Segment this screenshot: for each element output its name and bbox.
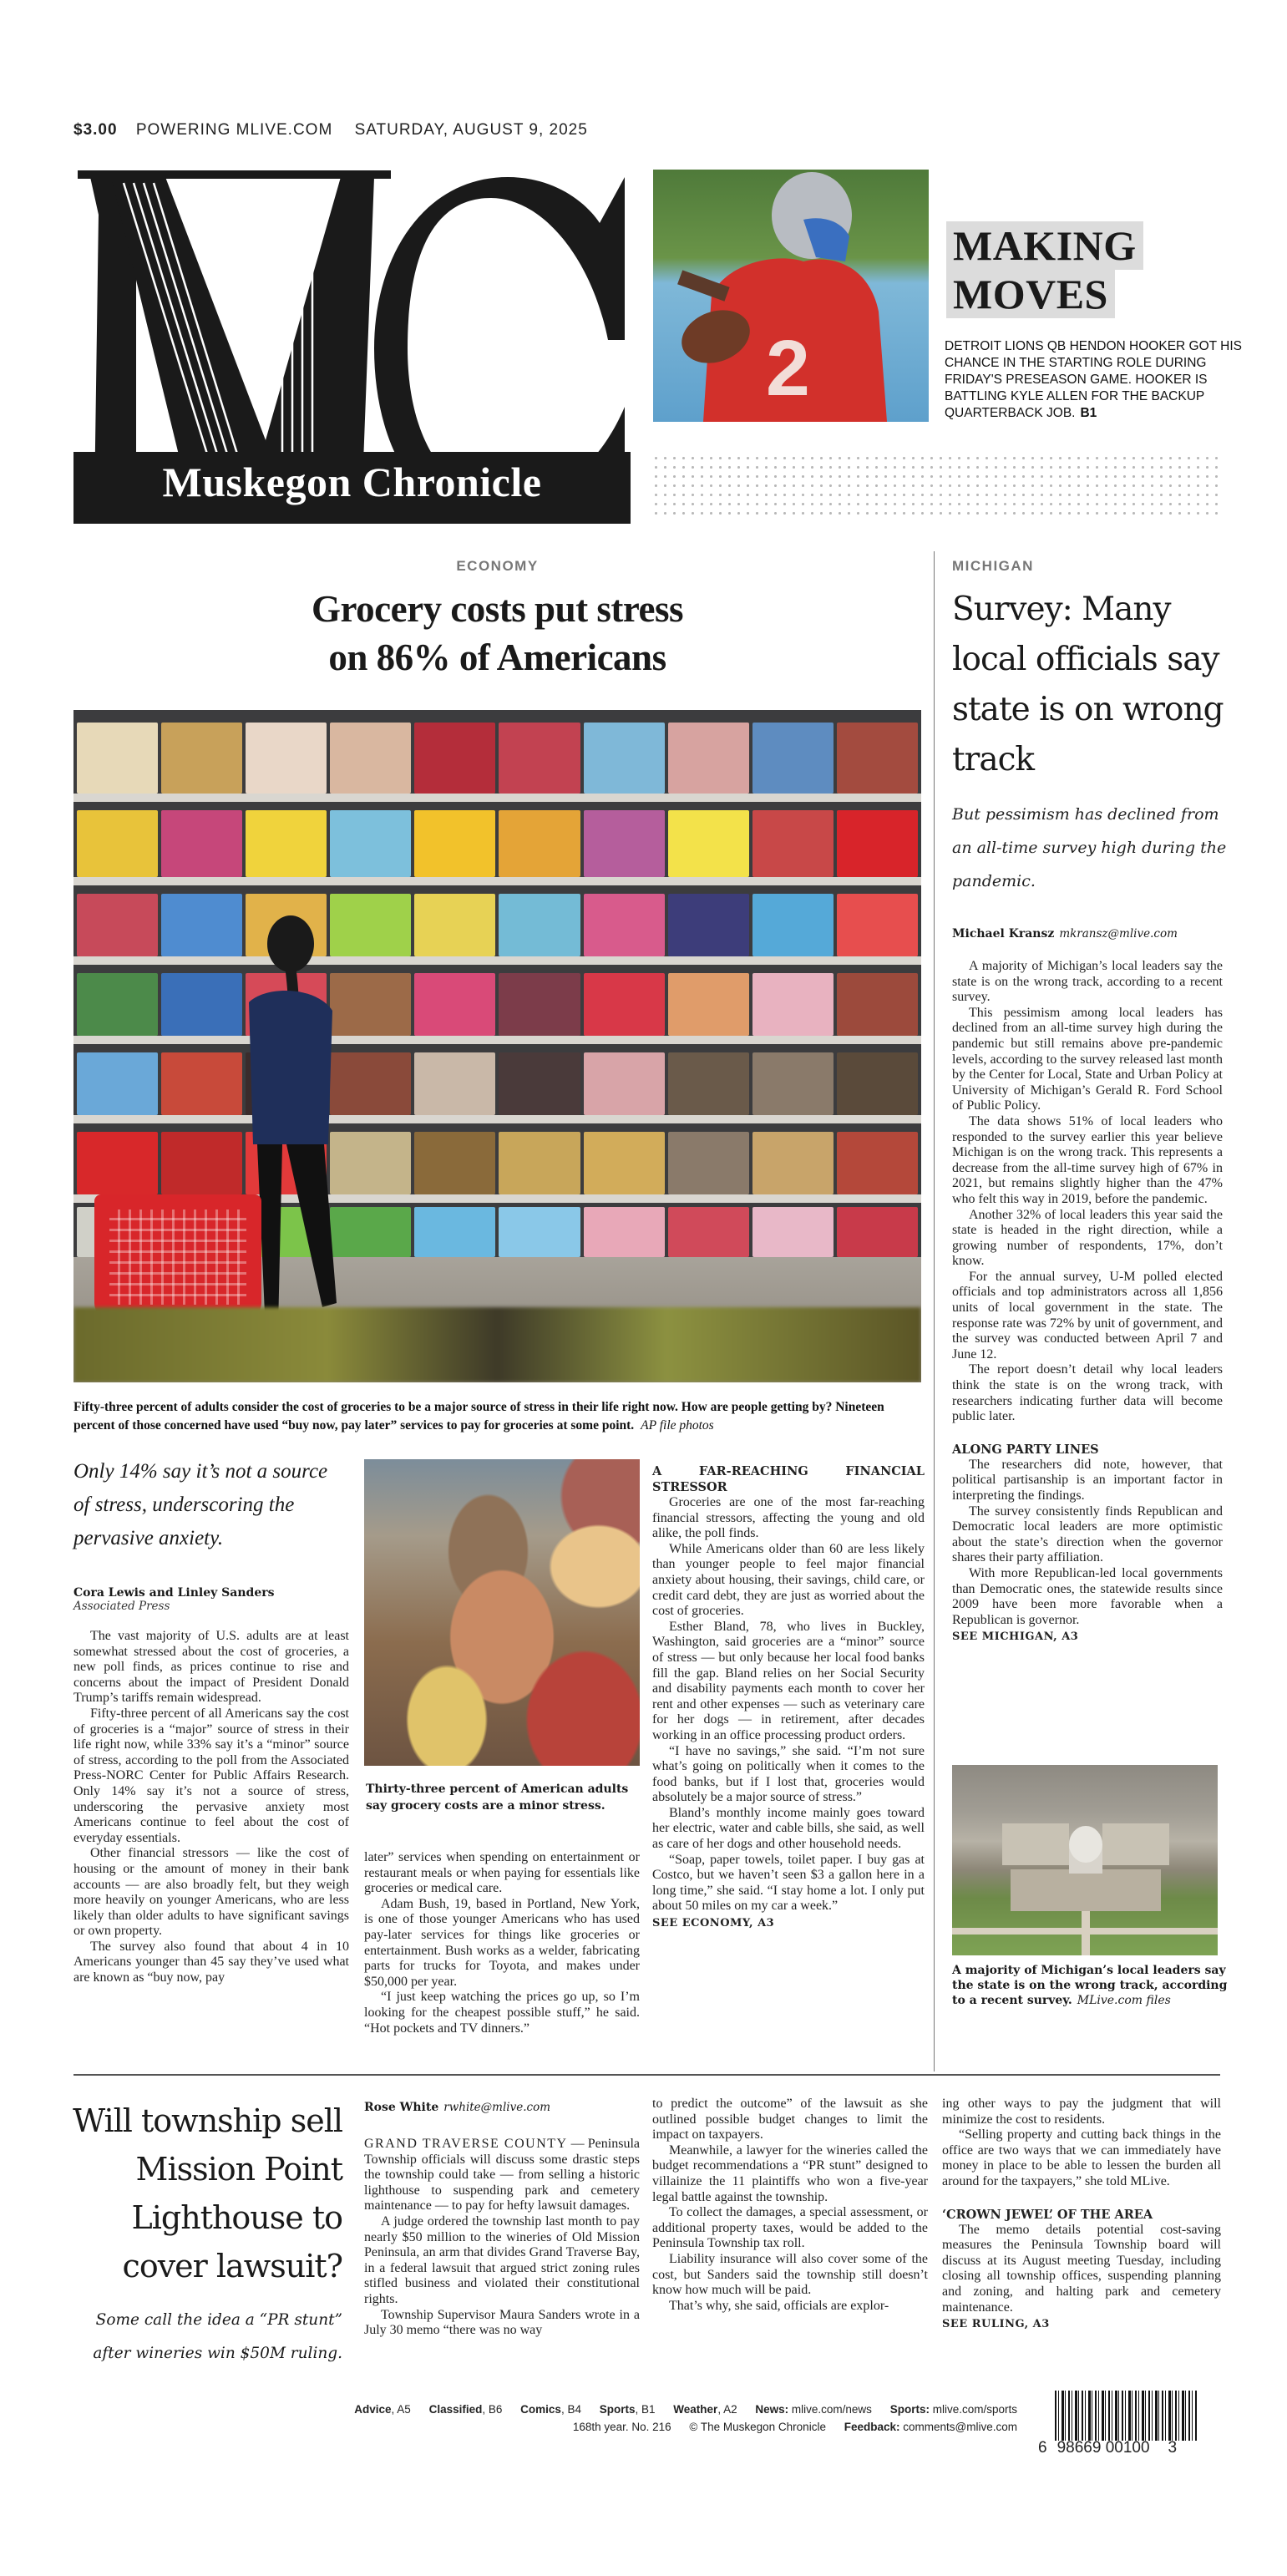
section-kicker-economy: ECONOMY bbox=[456, 558, 539, 574]
barcode-number: 6 98669 00100 3 bbox=[1038, 2439, 1178, 2457]
township-body-col3: ing other ways to pay the judgment that will minimize the cost to residents. “Selling property and cutting back things in the office are two ways that we can immediately have money in place to be able to lessen the burden all around for the taxpayers,” she told MLive. ‘CROWN JEWEL’ OF THE AREA The memo details potential cost-saving measures the Peninsula Township board will discuss at its August meeting Tuesday, including closing all township offices, suspending planning and zoning, and halting park and cemetery maintenance. SEE RULING, A3 bbox=[942, 2097, 1221, 2333]
barcode-icon bbox=[1055, 2391, 1197, 2441]
masthead-topline bbox=[73, 121, 588, 139]
footer-index bbox=[251, 2403, 1017, 2416]
michigan-body: A majority of Michigan’s local leaders say the state is on the wrong track, according to a recent survey. This pessimism among local leaders has declined from an all-time survey high during the pandemic but still remains above pre-pandemic levels, according to the survey released last month by the Center for Local, State and Urban Policy at University of Michigan’s Gerald R. Ford School of Public Policy. The data shows 51% of local leaders who responded to the survey earlier this year believe Michigan is on the wrong track. This represents a decrease from the all-time survey high of 67% in 2021, but remains slightly higher than the 47% who felt this way in 2019, before the pandemic. Another 32% of local leaders this year said the state is headed in the right direction, while a growing number of respondents, 17%, don’t know. For the annual survey, U-M polled elected officials and top administrators across all 1,856 units of local government in the state. The response rate was 72% by unit of government, and the survey was conducted between April 7 and June 12. The report doesn’t detail why local leaders think the state is on the wrong track, with researchers indicating further data will become public later. ALONG PARTY LINES The researchers did note, however, that political partisanship is an important factor in interpreting the findings. The survey consistently finds Republican and Democratic local leaders are more optimistic about the state’s direction when the governor shares their party affiliation. With more Republican-led local governments than Democratic ones, the statewide results since 2009 have been more favorable when a Republican is governor. SEE MICHIGAN, A3 bbox=[952, 959, 1223, 1645]
promo-page-ref[interactable]: B1 bbox=[1080, 406, 1097, 420]
michigan-deck: But pessimism has declined from an all-time survey high during the pandemic. bbox=[952, 805, 1227, 890]
section-kicker-michigan: MICHIGAN bbox=[952, 558, 1034, 574]
michigan-jump-link[interactable]: SEE MICHIGAN, A3 bbox=[952, 1630, 1079, 1644]
index-weather[interactable]: Weather, A2 bbox=[673, 2403, 737, 2416]
township-body-col2: to predict the outcome” of the lawsuit as she outlined possible budget changes to limit the impact on taxpayers. Meanwhile, a lawyer for the wineries called the budget recommendations a “PR stunt” designed to villainize the 11 plaintiffs who won a five-year legal battle against the township. To collect the damages, a special assessment, or additional property taxes, would be added to the Peninsula Township tax roll. Liability insurance will also cover some of the cost, but Sanders said the township still doesn’t know how much will be paid. That’s why, she said, officials are explor- bbox=[652, 2097, 928, 2313]
promo-summary: DETROIT LIONS QB HENDON HOOKER GOT HIS CHANCE IN THE STARTING ROLE DURING FRIDAY'S PRESEASON GAME. HOOKER IS BATTLING KYLE ALLEN FOR THE BACKUP QUARTERBACK JOB. B1 bbox=[945, 339, 1242, 420]
paper-name: Muskegon Chronicle bbox=[162, 459, 542, 505]
sports-link[interactable]: Sports: mlive.com/sports bbox=[889, 2403, 1017, 2416]
volume-number: 168th year. No. 216 bbox=[572, 2421, 671, 2433]
township-byline-email[interactable]: rwhite@mlive.com bbox=[443, 2101, 551, 2114]
township-deck: Some call the idea a “PR stunt” after wineries win $50M ruling. bbox=[93, 2311, 342, 2362]
lead-byline: Cora Lewis and Linley Sanders Associated Press bbox=[73, 1586, 275, 1613]
promo-photo-football-player[interactable] bbox=[653, 170, 929, 422]
shopping-basket bbox=[94, 1194, 261, 1320]
news-link[interactable]: News: mlive.com/news bbox=[755, 2403, 872, 2416]
index-comics[interactable]: Comics, B4 bbox=[520, 2403, 581, 2416]
copyright: © The Muskegon Chronicle bbox=[689, 2421, 826, 2433]
lead-subhead: A FAR-REACHING FINANCIAL STRESSOR bbox=[652, 1464, 925, 1494]
photo-produce-potatoes[interactable] bbox=[364, 1459, 640, 1766]
price: $3.00 bbox=[73, 121, 118, 139]
lead-body-col2: later” services when spending on entertainment or restaurant meals or when paying for essentials like groceries or medical care. Adam Bush, 19, based in Portland, New York, is one of those younger Americans who has used pay-later services for things like groceries or entertainment. Bush works as a welder, fabricating parts for trucks for Toyota, and makes under $50,000 per year. “I just keep watching the prices go up, so I’m looking for the cheapest possible stuff,” he said. “Hot pockets and TV dinners.” bbox=[364, 1850, 640, 2036]
michigan-subhead: ALONG PARTY LINES bbox=[952, 1442, 1099, 1457]
issue-date: SATURDAY, AUGUST 9, 2025 bbox=[354, 121, 588, 139]
lead-jump-link[interactable]: SEE ECONOMY, A3 bbox=[652, 1917, 775, 1930]
lead-photo-credit: AP file photos bbox=[641, 1418, 714, 1433]
michigan-headline[interactable]: Survey: Many local officials say state is on wrong track bbox=[952, 591, 1224, 778]
footer-info bbox=[251, 2421, 1017, 2433]
photo-michigan-capitol[interactable] bbox=[952, 1765, 1218, 1955]
decorative-dot-grid bbox=[651, 454, 1219, 520]
township-jump-link[interactable]: SEE RULING, A3 bbox=[942, 2318, 1050, 2331]
township-body-col1: GRAND TRAVERSE COUNTY — Peninsula Township officials will discuss some drastic steps the township could take — from selling a historic lighthouse to suspending park and cemetery maintenance — to pay for hefty lawsuit damages. A judge ordered the township last month to pay nearly $50 million to the wineries of Old Mission Peninsula, an arm that divides Grand Traverse Bay, in a federal lawsuit that argued strict zoning rules stifled business and violated their constitutional rights. Township Supervisor Maura Sanders wrote in a July 30 memo “there was no way bbox=[364, 2137, 640, 2338]
capitol-photo-caption: A majority of Michigan’s local leaders say the state is on the wrong track, according to a recent survey. MLive.com files bbox=[952, 1964, 1228, 2007]
lead-photo-caption: Fifty-three percent of adults consider the cost of groceries to be a major source of stress in their life right now. How are people getting by? Nineteen percent of those concerned have used “buy now, pay later” services to pay for groceries at some point. AP file photos bbox=[73, 1400, 884, 1433]
svg-text:2: 2 bbox=[766, 324, 810, 413]
column-divider bbox=[934, 551, 935, 2071]
index-sports[interactable]: Sports, B1 bbox=[599, 2403, 656, 2416]
michigan-byline: Michael Kransz mkransz@mlive.com bbox=[952, 927, 1178, 941]
potato-photo-caption: Thirty-three percent of American adults say grocery costs are a minor stress. bbox=[366, 1782, 629, 1813]
lead-headline[interactable]: Grocery costs put stress on 86% of Americans bbox=[311, 588, 683, 678]
feedback-link[interactable]: Feedback: comments@mlive.com bbox=[844, 2421, 1017, 2433]
lead-body-col3: A FAR-REACHING FINANCIAL STRESSOR Groceries are one of the most far-reaching financial stressors, affecting the young and old alike, the poll finds. While Americans older than 60 are less likely than younger people to feel major financial anxiety about housing, their savings, child care, or credit card debt, they are just as worried about the cost of groceries. Esther Bland, 78, who lives in Buckley, Washington, said groceries are a “minor” source of stress — but only because her local food banks fill the gap. Bland relies on her Social Security and disability payments each month to cover her rent and other expenses — such as veterinary care for her dogs — in retirement, after decades working in an office processing product orders. “I have no savings,” she said. “I’m not sure what’s going on politically when it comes to the food banks, but if I lost that, groceries would absolutely be a major source of stress.” Bland’s monthly income mainly goes toward her electric, water and cable bills, she said, as well as care of her dogs and other household needs. “Soap, paper towels, toilet paper. I buy gas at Costco, but we haven’t seen $3 a gallon here in a long time,” she said. “I stay home a lot. I only put about 50 miles on my car a week.” SEE ECONOMY, A3 bbox=[652, 1463, 925, 1932]
promo-headline-line1: MAKING bbox=[946, 221, 1143, 270]
township-headline[interactable]: Will township sell Mission Point Lighthouse to cover lawsuit? bbox=[73, 2102, 342, 2284]
michigan-byline-email[interactable]: mkransz@mlive.com bbox=[1059, 927, 1178, 941]
lead-pull-quote: Only 14% say it’s not a source of stress, underscoring the pervasive anxiety. bbox=[73, 1460, 328, 1549]
index-advice[interactable]: Advice, A5 bbox=[354, 2403, 411, 2416]
lead-photo-grocery-aisle[interactable] bbox=[73, 710, 921, 1382]
capitol-photo-credit: MLive.com files bbox=[1077, 1994, 1171, 2007]
dateline: GRAND TRAVERSE COUNTY bbox=[364, 2137, 568, 2151]
lead-body-col1: The vast majority of U.S. adults are at least somewhat stressed about the cost of groceries, a new poll finds, as prices continue to rise and concerns about the impact of President Donald Trump’s tariffs remain widespread. Fifty-three percent of all Americans say the cost of groceries is a “major” source of stress in their life right now, while 33% say it’s a “minor” source of stress, according to the poll from the Associated Press-NORC Center for Public Affairs Research. Only 14% say it’s not a source of stress, underscoring the pervasive anxiety most Americans continue to feel about the cost of everyday essentials. Other financial stressors — like the cost of housing or the amount of money in their bank accounts — are also broadly felt, but they weigh more heavily on younger Americans, who are less likely than older adults to have significant savings or own property. The survey also found that about 4 in 10 Americans younger than 45 say they’ve used what are known as “buy now, pay bbox=[73, 1629, 349, 1985]
township-byline: Rose White rwhite@mlive.com bbox=[364, 2101, 551, 2114]
index-classified[interactable]: Classified, B6 bbox=[428, 2403, 503, 2416]
township-subhead: ‘CROWN JEWEL’ OF THE AREA bbox=[942, 2207, 1153, 2222]
promo-headline[interactable] bbox=[946, 221, 1143, 318]
section-divider bbox=[73, 2074, 1220, 2076]
capitol-building-icon bbox=[952, 1765, 1218, 1955]
tagline: POWERING MLIVE.COM bbox=[135, 121, 333, 139]
quarterback-illustration-icon bbox=[653, 170, 929, 422]
promo-headline-line2: MOVES bbox=[946, 270, 1115, 318]
